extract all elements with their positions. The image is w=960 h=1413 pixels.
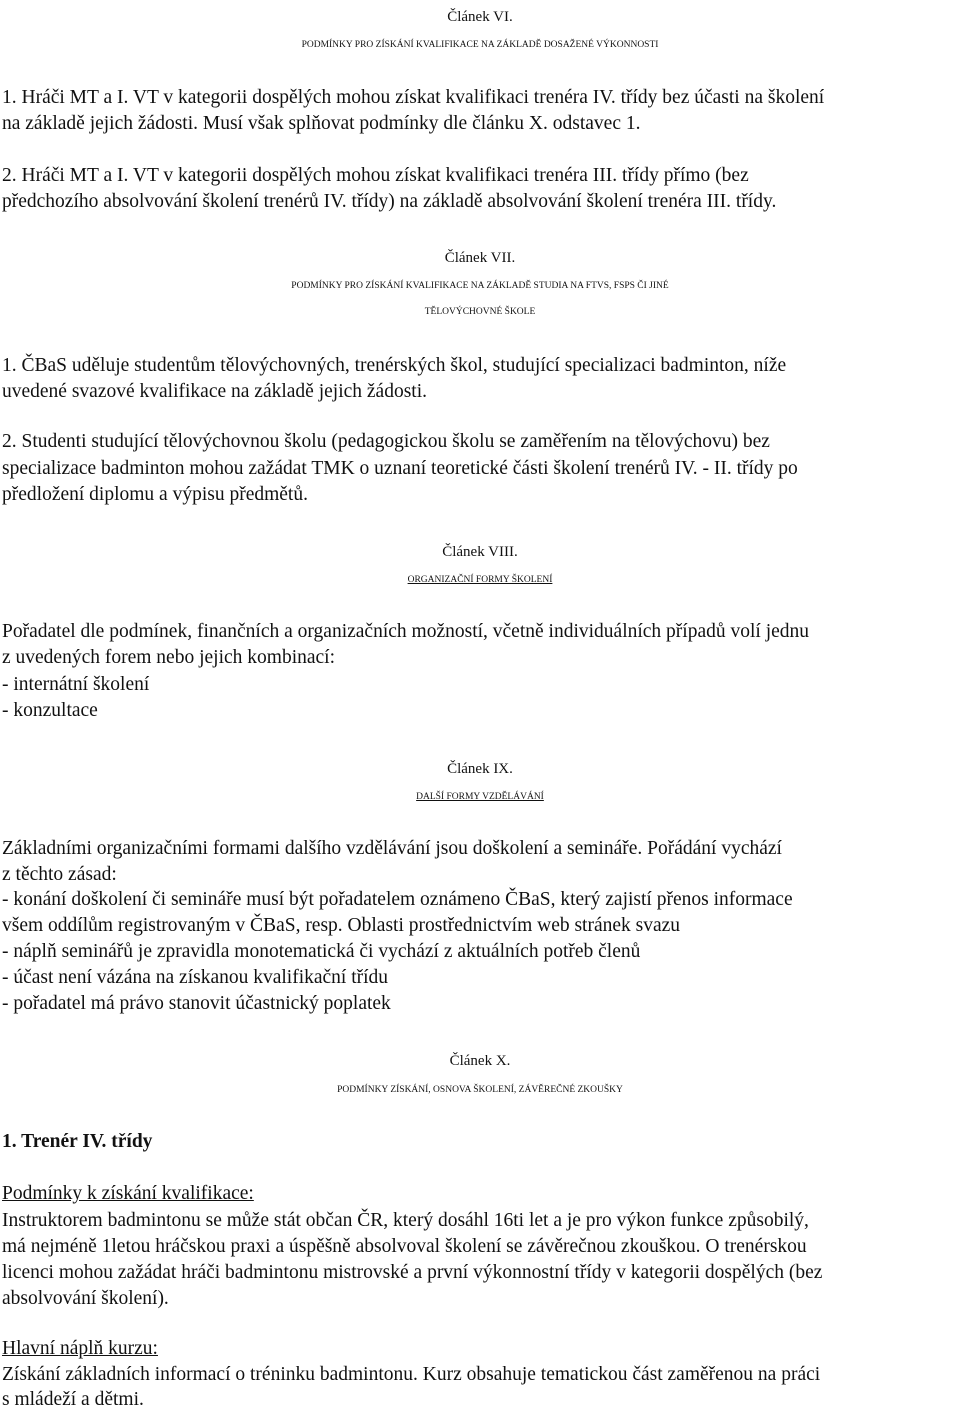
article-7-p1-line1: 1. ČBaS uděluje studentům tělovýchovných, trenérských škol, studující specializaci badminton, níže [2,355,787,376]
article-7-p2-line3: předložení diplomu a výpisu předmětů. [2,484,308,505]
conditions-line1: Instruktorem badmintonu se může stát občan ČR, který dosáhl 16ti let a je pro výkon funkce způsobilý, [2,1210,809,1231]
article-10-title: Článek X. [449,1053,511,1069]
article-10-heading: PODMÍNKY ZÍSKÁNÍ, OSNOVA ŠKOLENÍ, ZÁVĚREČNÉ ZKOUŠKY [337,1085,623,1095]
article-6-heading: PODMÍNKY PRO ZÍSKÁNÍ KVALIFIKACE NA ZÁKLADĚ DOSAŽENÉ VÝKONNOSTI [301,40,659,50]
article-9-line1: Základními organizačními formami dalšího vzdělávání jsou doškolení a semináře. Pořádání vychází [2,838,782,859]
article-6-p1-line2: na základě jejich žádosti. Musí však splňovat podmínky dle článku X. odstavec 1. [2,113,641,134]
course-line2: s mládeží a dětmi. [2,1389,144,1410]
course-line1: Získání základních informací o tréninku badmintonu. Kurz obsahuje tematickou část zaměřenou na práci [2,1364,821,1385]
conditions-label: Podmínky k získání kvalifikace: [2,1183,254,1204]
article-9-line2: z těchto zásad: [2,864,117,885]
article-7-p2-line1: 2. Studenti studující tělovýchovnou školu (pedagogickou školu se zaměřením na tělovýchovu) bez [2,431,770,452]
article-6-p1-line1: 1. Hráči MT a I. VT v kategorii dospělých mohou získat kvalifikaci trenéra IV. třídy bez účasti na školení [2,87,825,108]
article-10-subheading: 1. Trenér IV. třídy [2,1131,153,1152]
article-7-title: Článek VII. [444,250,516,266]
article-6-p2-line2: předchozího absolvování školení trenérů IV. třídy) na základě absolvování školení trenéra III. třídy. [2,191,777,212]
conditions-line3: licenci mohou zažádat hráči badmintonu mistrovské a první výkonnostní třídy v kategorii dospělých (bez [2,1262,823,1283]
article-9-line5: - náplň seminářů je zpravidla monotematická či vychází z aktuálních potřeb členů [2,941,641,962]
article-8-line1: Pořadatel dle podmínek, finančních a organizačních možností, včetně individuálních případů volí jednu [2,621,810,642]
article-6-p2-line1: 2. Hráči MT a I. VT v kategorii dospělých mohou získat kvalifikaci trenéra III. třídy přímo (bez [2,165,749,186]
article-9-line6: - účast není vázána na získanou kvalifikační třídu [2,967,389,988]
article-9-line3: - konání doškolení či semináře musí být pořadatelem oznámeno ČBaS, který zajistí přenos informace [2,889,793,910]
article-9-line4: všem oddílům registrovaným v ČBaS, resp. Oblasti prostřednictvím web stránek svazu [2,915,681,936]
conditions-line2: má nejméně 1letou hráčskou praxi a úspěšně absolvoval školení se závěrečnou zkouškou. O trenérskou [2,1236,807,1257]
article-7-heading-line2: TĚLOVÝCHOVNÉ ŠKOLE [424,307,536,317]
article-8-line3: - internátní školení [2,674,150,695]
article-8-line2: z uvedených forem nebo jejich kombinací: [2,647,336,668]
article-7-heading-line1: PODMÍNKY PRO ZÍSKÁNÍ KVALIFIKACE NA ZÁKLADĚ STUDIA NA FTVS, FSPS ČI JINÉ [291,281,669,291]
article-8-title: Článek VIII. [442,544,518,560]
article-7-p1-line2: uvedené svazové kvalifikace na základě jejich žádosti. [2,381,428,402]
conditions-line4: absolvování školení). [2,1288,169,1309]
article-8-heading: ORGANIZAČNÍ FORMY ŠKOLENÍ [407,575,553,585]
article-9-title: Článek IX. [447,761,513,777]
article-9-line7: - pořadatel má právo stanovit účastnický poplatek [2,993,391,1014]
article-9-heading: DALŠÍ FORMY VZDĚLÁVÁNÍ [416,792,544,802]
article-7-p2-line2: specializace badminton mohou zažádat TMK o uznaní teoretické části školení trenérů IV. - II. třídy po [2,458,798,479]
article-6-title: Článek VI. [447,9,513,25]
course-label: Hlavní náplň kurzu: [2,1338,158,1359]
article-8-line4: - konzultace [2,700,98,721]
